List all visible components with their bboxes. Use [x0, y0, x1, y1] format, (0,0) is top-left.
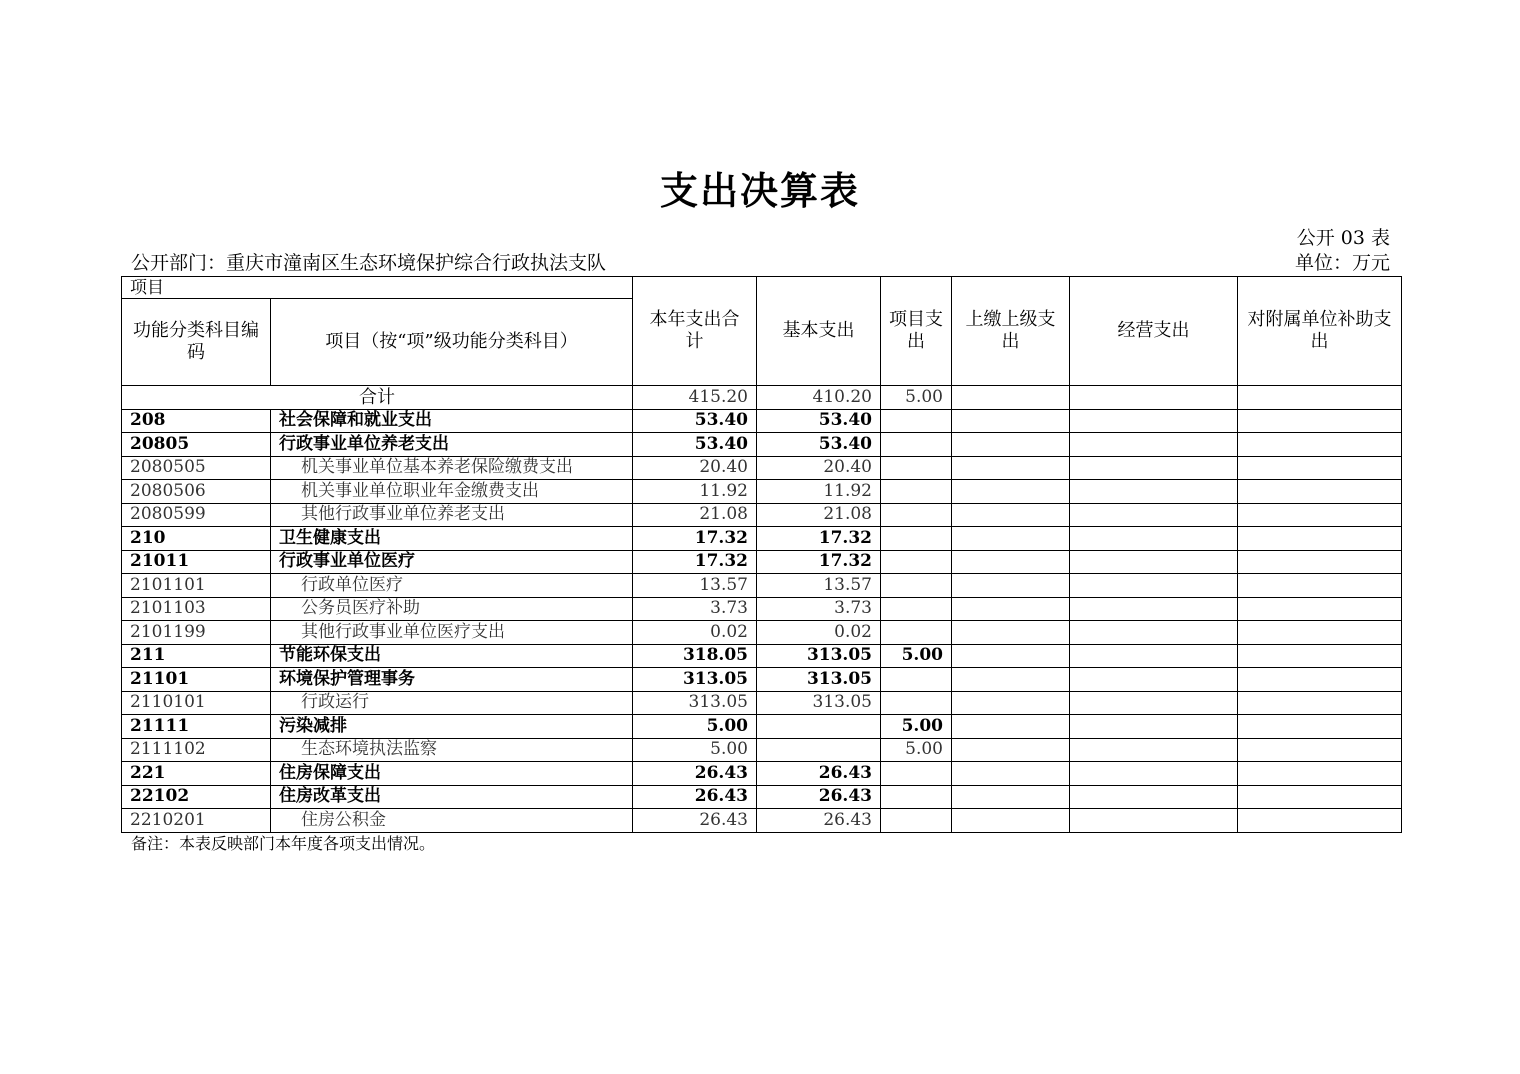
- row-code: 210: [122, 527, 271, 551]
- row-total: 26.43: [633, 762, 757, 786]
- row-basic: 17.32: [757, 550, 881, 574]
- row-business: [1070, 574, 1238, 598]
- row-name: 行政单位医疗: [271, 574, 633, 598]
- row-subsidy: [1238, 527, 1402, 551]
- row-upper: [952, 785, 1070, 809]
- row-basic: 26.43: [757, 762, 881, 786]
- table-row: [122, 456, 1402, 480]
- row-business: [1070, 550, 1238, 574]
- row-code: 2080506: [122, 480, 271, 504]
- row-project: [881, 574, 952, 598]
- row-name: 其他行政事业单位医疗支出: [271, 621, 633, 645]
- header-total: 本年支出合计: [633, 277, 757, 386]
- row-upper: [952, 809, 1070, 833]
- row-basic: 53.40: [757, 433, 881, 457]
- table-row: [122, 480, 1402, 504]
- row-name: 住房改革支出: [271, 785, 633, 809]
- row-business: [1070, 480, 1238, 504]
- row-upper: [952, 433, 1070, 457]
- table-row: [122, 527, 1402, 551]
- row-subsidy: [1238, 597, 1402, 621]
- row-upper: [952, 738, 1070, 762]
- row-upper: [952, 691, 1070, 715]
- table-row: [122, 762, 1402, 786]
- row-basic: 0.02: [757, 621, 881, 645]
- row-code: 2101103: [122, 597, 271, 621]
- department-label: 公开部门：重庆市潼南区生态环境保护综合行政执法支队: [131, 252, 607, 274]
- row-subsidy: [1238, 809, 1402, 833]
- row-business: [1070, 785, 1238, 809]
- table-row: [122, 621, 1402, 645]
- row-name: 节能环保支出: [271, 644, 633, 668]
- table-row: [122, 503, 1402, 527]
- row-project: [881, 668, 952, 692]
- table-row: [122, 409, 1402, 433]
- row-name: 行政事业单位养老支出: [271, 433, 633, 457]
- row-business: [1070, 668, 1238, 692]
- row-code: 2210201: [122, 809, 271, 833]
- row-upper: [952, 715, 1070, 739]
- row-business: [1070, 621, 1238, 645]
- row-code: 2111102: [122, 738, 271, 762]
- total-upper: [952, 386, 1070, 410]
- row-code: 2101199: [122, 621, 271, 645]
- row-upper: [952, 503, 1070, 527]
- row-name: 机关事业单位基本养老保险缴费支出: [271, 456, 633, 480]
- row-total: 53.40: [633, 433, 757, 457]
- row-total: 318.05: [633, 644, 757, 668]
- row-subsidy: [1238, 715, 1402, 739]
- row-subsidy: [1238, 550, 1402, 574]
- row-business: [1070, 456, 1238, 480]
- table-row: [122, 574, 1402, 598]
- row-subsidy: [1238, 433, 1402, 457]
- row-code: 21101: [122, 668, 271, 692]
- total-basic: 410.20: [757, 386, 881, 410]
- row-total: 313.05: [633, 668, 757, 692]
- row-upper: [952, 409, 1070, 433]
- row-business: [1070, 409, 1238, 433]
- row-project: [881, 409, 952, 433]
- row-business: [1070, 715, 1238, 739]
- row-basic: [757, 738, 881, 762]
- row-business: [1070, 597, 1238, 621]
- table-row: [122, 550, 1402, 574]
- row-basic: 11.92: [757, 480, 881, 504]
- row-project: [881, 550, 952, 574]
- table-row: [122, 809, 1402, 833]
- row-code: 221: [122, 762, 271, 786]
- header-subsidy: 对附属单位补助支出: [1238, 277, 1402, 386]
- row-project: [881, 480, 952, 504]
- row-code: 20805: [122, 433, 271, 457]
- row-project: [881, 597, 952, 621]
- row-project: [881, 503, 952, 527]
- row-upper: [952, 550, 1070, 574]
- total-subsidy: [1238, 386, 1402, 410]
- row-basic: 53.40: [757, 409, 881, 433]
- row-total: 11.92: [633, 480, 757, 504]
- row-code: 21011: [122, 550, 271, 574]
- row-subsidy: [1238, 456, 1402, 480]
- row-business: [1070, 738, 1238, 762]
- row-business: [1070, 503, 1238, 527]
- table-row: [122, 597, 1402, 621]
- total-row: [122, 386, 1402, 410]
- row-total: 26.43: [633, 809, 757, 833]
- row-code: 2080505: [122, 456, 271, 480]
- row-code: 2080599: [122, 503, 271, 527]
- row-upper: [952, 668, 1070, 692]
- row-total: 20.40: [633, 456, 757, 480]
- row-project: [881, 456, 952, 480]
- row-basic: 26.43: [757, 785, 881, 809]
- row-total: 17.32: [633, 527, 757, 551]
- expenditure-table: [121, 276, 1402, 833]
- row-subsidy: [1238, 644, 1402, 668]
- row-total: 17.32: [633, 550, 757, 574]
- row-business: [1070, 527, 1238, 551]
- row-upper: [952, 456, 1070, 480]
- table-row: [122, 691, 1402, 715]
- row-name: 社会保障和就业支出: [271, 409, 633, 433]
- row-subsidy: [1238, 574, 1402, 598]
- row-project: [881, 762, 952, 786]
- row-total: 26.43: [633, 785, 757, 809]
- row-code: 22102: [122, 785, 271, 809]
- total-project: 5.00: [881, 386, 952, 410]
- row-subsidy: [1238, 503, 1402, 527]
- row-upper: [952, 574, 1070, 598]
- row-subsidy: [1238, 409, 1402, 433]
- row-name: 生态环境执法监察: [271, 738, 633, 762]
- row-subsidy: [1238, 738, 1402, 762]
- row-upper: [952, 527, 1070, 551]
- total-label: 合计: [122, 386, 633, 410]
- row-project: [881, 433, 952, 457]
- header-upper: 上缴上级支出: [952, 277, 1070, 386]
- row-name: 行政事业单位医疗: [271, 550, 633, 574]
- row-basic: 313.05: [757, 668, 881, 692]
- header-basic: 基本支出: [757, 277, 881, 386]
- row-upper: [952, 762, 1070, 786]
- row-subsidy: [1238, 762, 1402, 786]
- header-name: 项目（按“项”级功能分类科目）: [271, 299, 633, 386]
- row-name: 其他行政事业单位养老支出: [271, 503, 633, 527]
- row-total: 13.57: [633, 574, 757, 598]
- row-upper: [952, 480, 1070, 504]
- row-basic: 313.05: [757, 691, 881, 715]
- row-name: 卫生健康支出: [271, 527, 633, 551]
- header-project-expense: 项目支出: [881, 277, 952, 386]
- total-amount: 415.20: [633, 386, 757, 410]
- header-code: 功能分类科目编码: [122, 299, 271, 386]
- table-row: [122, 738, 1402, 762]
- row-name: 环境保护管理事务: [271, 668, 633, 692]
- row-subsidy: [1238, 668, 1402, 692]
- row-basic: 13.57: [757, 574, 881, 598]
- row-business: [1070, 809, 1238, 833]
- row-total: 3.73: [633, 597, 757, 621]
- row-total: 5.00: [633, 738, 757, 762]
- table-row: [122, 644, 1402, 668]
- total-business: [1070, 386, 1238, 410]
- row-basic: 26.43: [757, 809, 881, 833]
- row-project: 5.00: [881, 738, 952, 762]
- row-upper: [952, 621, 1070, 645]
- row-business: [1070, 644, 1238, 668]
- row-name: 行政运行: [271, 691, 633, 715]
- row-subsidy: [1238, 621, 1402, 645]
- row-project: [881, 621, 952, 645]
- row-code: 208: [122, 409, 271, 433]
- row-project: [881, 809, 952, 833]
- row-business: [1070, 762, 1238, 786]
- row-total: 21.08: [633, 503, 757, 527]
- row-basic: 17.32: [757, 527, 881, 551]
- row-upper: [952, 597, 1070, 621]
- row-business: [1070, 433, 1238, 457]
- form-number: 公开 03 表: [1296, 227, 1390, 249]
- row-project: [881, 691, 952, 715]
- row-total: 0.02: [633, 621, 757, 645]
- row-code: 2101101: [122, 574, 271, 598]
- row-name: 机关事业单位职业年金缴费支出: [271, 480, 633, 504]
- row-project: 5.00: [881, 644, 952, 668]
- row-subsidy: [1238, 691, 1402, 715]
- header-project: 项目: [122, 277, 633, 299]
- header-business: 经营支出: [1070, 277, 1238, 386]
- row-total: 53.40: [633, 409, 757, 433]
- row-code: 2110101: [122, 691, 271, 715]
- table-row: [122, 668, 1402, 692]
- table-row: [122, 715, 1402, 739]
- page-title: 支出决算表: [659, 168, 860, 213]
- row-name: 住房保障支出: [271, 762, 633, 786]
- row-project: [881, 527, 952, 551]
- row-basic: 313.05: [757, 644, 881, 668]
- row-code: 21111: [122, 715, 271, 739]
- footnote: 备注：本表反映部门本年度各项支出情况。: [131, 834, 436, 853]
- row-total: 5.00: [633, 715, 757, 739]
- row-basic: 3.73: [757, 597, 881, 621]
- row-subsidy: [1238, 785, 1402, 809]
- row-basic: [757, 715, 881, 739]
- table-row: [122, 433, 1402, 457]
- unit-label: 单位：万元: [1294, 252, 1390, 274]
- row-basic: 20.40: [757, 456, 881, 480]
- row-name: 住房公积金: [271, 809, 633, 833]
- row-business: [1070, 691, 1238, 715]
- row-total: 313.05: [633, 691, 757, 715]
- row-subsidy: [1238, 480, 1402, 504]
- row-code: 211: [122, 644, 271, 668]
- row-upper: [952, 644, 1070, 668]
- table-row: [122, 785, 1402, 809]
- row-project: 5.00: [881, 715, 952, 739]
- row-project: [881, 785, 952, 809]
- row-name: 污染减排: [271, 715, 633, 739]
- row-name: 公务员医疗补助: [271, 597, 633, 621]
- row-basic: 21.08: [757, 503, 881, 527]
